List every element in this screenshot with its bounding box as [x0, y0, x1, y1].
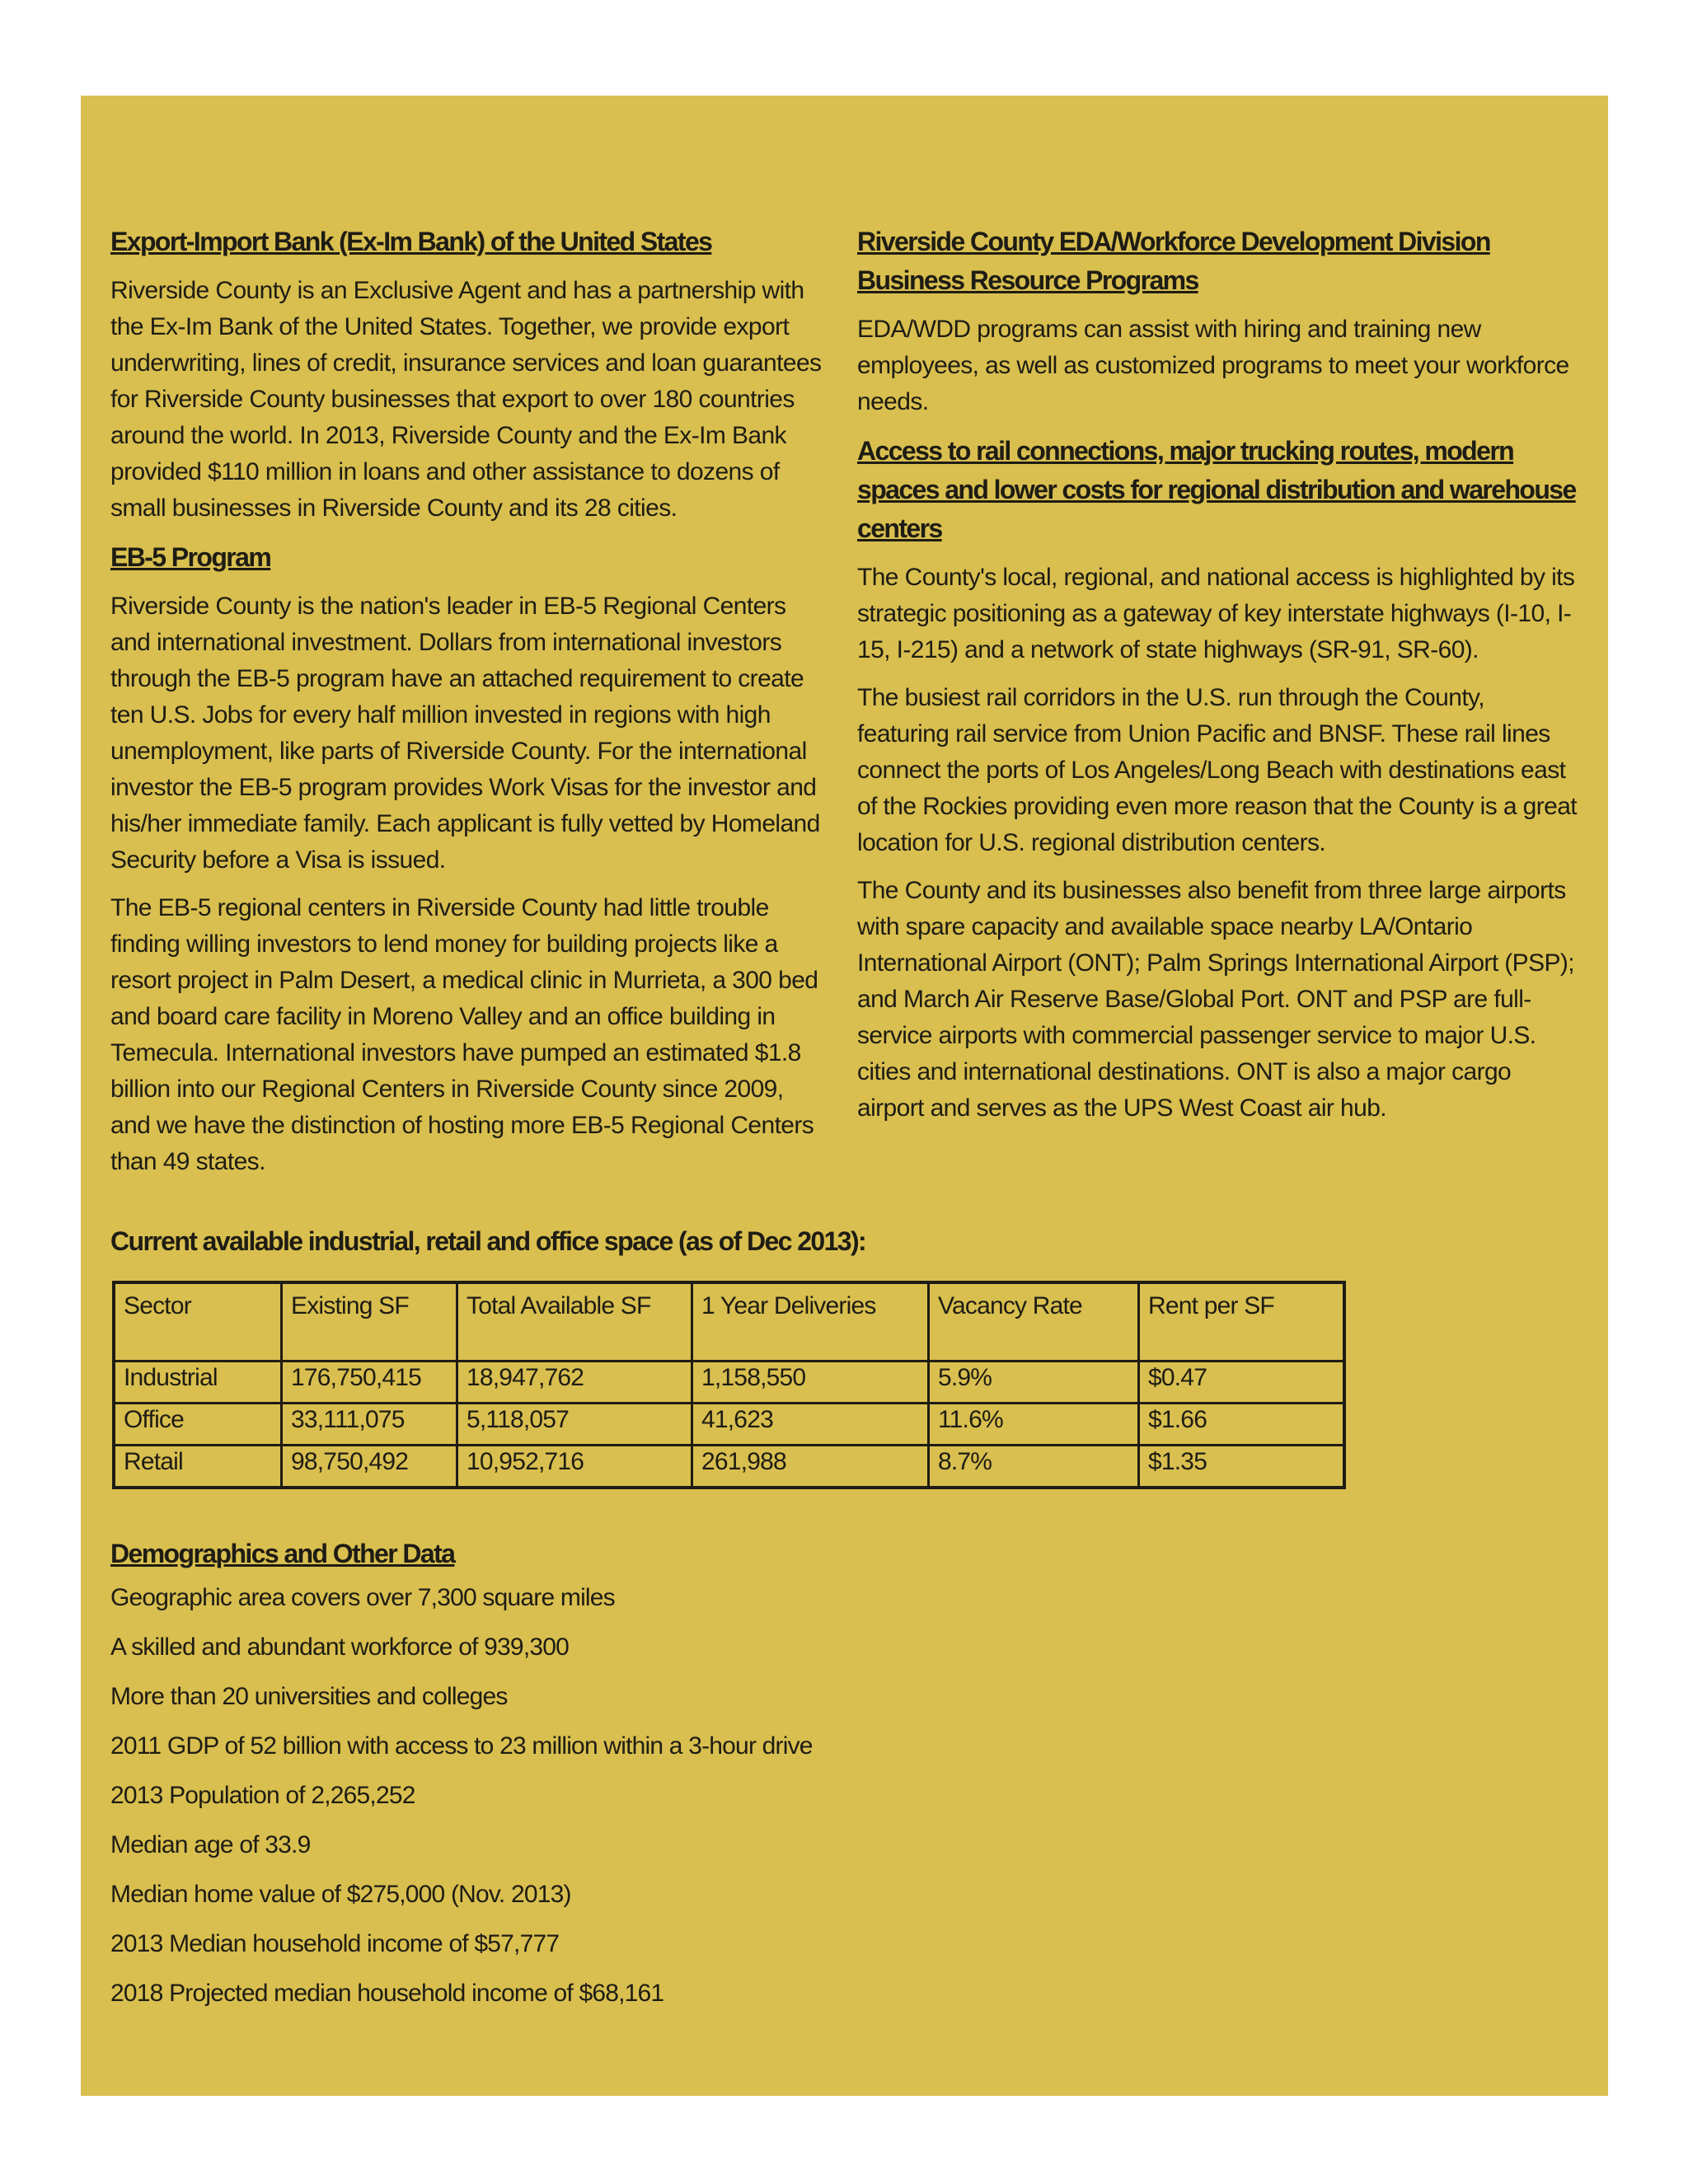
table-cell: 11.6%: [929, 1404, 1139, 1446]
eb5-body-2: The EB-5 regional centers in Riverside County had little trouble finding willing investors to lend money for building projects like a resort project in Palm Desert, a medical clinic in Murrieta, a 300 bed and board care facility in Moreno Valley and an office building in Temecula. International investors have pumped an estimated $1.8 billion into our Regional Centers in Riverside County since 2009, and we have the distinction of hosting more EB-5 Regional Centers than 49 states.: [110, 894, 818, 1175]
table-cell: 10,952,716: [457, 1446, 692, 1488]
list-item: 2013 Population of 2,265,252: [110, 1782, 415, 1809]
table-header-cell: Vacancy Rate: [929, 1282, 1139, 1361]
space-table: [112, 1281, 1346, 1489]
table-header-cell: Rent per SF: [1139, 1282, 1345, 1361]
exim-body: Riverside County is an Exclusive Agent and has a partnership with the Ex-Im Bank of the United States. Together, we provide export underwriting, lines of credit, insurance services and loan guarantees for Riverside County businesses that export to over 180 countries around the world. In 2013, Riverside County and the Ex-Im Bank provided $110 million in loans and other assistance to dozens of small businesses in Riverside County and its 28 cities.: [110, 277, 822, 522]
table-cell: $1.35: [1139, 1446, 1345, 1488]
table-header-cell: Existing SF: [282, 1282, 457, 1361]
table-cell: 98,750,492: [282, 1446, 457, 1488]
table-cell: 261,988: [692, 1446, 929, 1488]
table-header-cell: Total Available SF: [457, 1282, 692, 1361]
rail-body-3: The County and its businesses also benefit from three large airports with spare capacity and available space nearby LA/Ontario International Airport (ONT); Palm Springs International Airport (PSP); and March Air Reserve Base/Global Port. ONT and PSP are full-service airports with commercial passenger service to major U.S. cities and international destinations. ONT is also a major cargo airport and serves as the UPS West Coast air hub.: [857, 877, 1575, 1122]
list-item: Geographic area covers over 7,300 square miles: [110, 1584, 615, 1611]
table-header-row: [114, 1282, 1344, 1361]
rail-body-1: The County's local, regional, and national access is highlighted by its strategic positioning as a gateway of key interstate highways (I-10, I-15, I-215) and a network of state highways (SR-91, SR-60).: [857, 564, 1575, 663]
demographics-heading: Demographics and Other Data: [110, 1539, 455, 1568]
table-cell: Industrial: [114, 1361, 282, 1404]
table-row: [114, 1361, 1344, 1404]
list-item: 2011 GDP of 52 billion with access to 23 million within a 3-hour drive: [110, 1732, 813, 1760]
list-item: 2018 Projected median household income of $68,161: [110, 1980, 664, 2007]
left-column: [110, 223, 828, 1180]
eb5-heading: EB-5 Program: [110, 542, 271, 572]
eda-heading: Riverside County EDA/Workforce Development Division Business Resource Programs: [857, 227, 1490, 295]
table-cell: 5,118,057: [457, 1404, 692, 1446]
table-cell: 33,111,075: [282, 1404, 457, 1446]
table-cell: 1,158,550: [692, 1361, 929, 1404]
table-cell: 176,750,415: [282, 1361, 457, 1404]
eda-body: EDA/WDD programs can assist with hiring and training new employees, as well as customized programs to meet your workforce needs.: [857, 316, 1569, 415]
table-cell: Retail: [114, 1446, 282, 1488]
list-item: 2013 Median household income of $57,777: [110, 1930, 560, 1957]
rail-heading: Access to rail connections, major trucking routes, modern spaces and lower costs for regional distribution and warehouse centers: [857, 436, 1576, 543]
table-row: [114, 1404, 1344, 1446]
list-item: Median age of 33.9: [110, 1831, 311, 1858]
space-table-title: Current available industrial, retail and office space (as of Dec 2013):: [110, 1226, 866, 1256]
rail-body-2: The busiest rail corridors in the U.S. run through the County, featuring rail service from Union Pacific and BNSF. These rail lines connect the ports of Los Angeles/Long Beach with destinations east of the Rockies providing even more reason that the County is a great location for U.S. regional distribution centers.: [857, 684, 1578, 856]
exim-heading: Export-Import Bank (Ex-Im Bank) of the United States: [110, 227, 712, 256]
table-cell: 41,623: [692, 1404, 929, 1446]
eb5-body-1: Riverside County is the nation's leader in EB-5 Regional Centers and international investment. Dollars from international investors through the EB-5 program have an attached requirement to create ten U.S. Jobs for every half million invested in regions with high unemployment, like parts of Riverside County. For the international investor the EB-5 program provides Work Visas for the investor and his/her immediate family. Each applicant is fully vetted by Homeland Security before a Visa is issued.: [110, 593, 820, 874]
table-header-cell: Sector: [114, 1282, 282, 1361]
list-item: More than 20 universities and colleges: [110, 1683, 508, 1710]
table-cell: 8.7%: [929, 1446, 1139, 1488]
table-cell: 18,947,762: [457, 1361, 692, 1404]
right-column: [857, 223, 1582, 1127]
demographics-section: [110, 1535, 1100, 2018]
list-item: Median home value of $275,000 (Nov. 2013): [110, 1881, 571, 1908]
table-cell: $1.66: [1139, 1404, 1345, 1446]
table-row: [114, 1446, 1344, 1488]
list-item: A skilled and abundant workforce of 939,300: [110, 1633, 570, 1661]
table-header-cell: 1 Year Deliveries: [692, 1282, 929, 1361]
table-cell: 5.9%: [929, 1361, 1139, 1404]
table-cell: Office: [114, 1404, 282, 1446]
table-cell: $0.47: [1139, 1361, 1345, 1404]
